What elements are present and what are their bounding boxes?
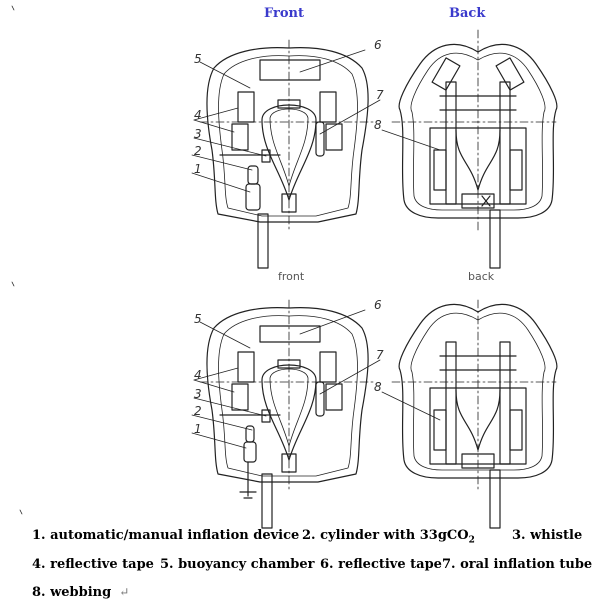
legend-item-1: 1. automatic/manual inflation device	[32, 528, 300, 543]
front-header: Front	[264, 6, 304, 21]
reflective-tape-right-2	[326, 124, 342, 150]
co2-subscript: 2	[468, 535, 475, 546]
legend-item-2	[302, 528, 512, 546]
oral-inflation-tube	[316, 122, 324, 156]
callout-6-top: 6	[374, 38, 382, 52]
callout-7-top: 7	[376, 88, 384, 102]
inflation-device	[246, 184, 260, 210]
legend-row-2	[32, 557, 592, 572]
callout-4-top: 4	[194, 108, 202, 122]
reflective-tape-left-2	[232, 124, 248, 150]
legend-item-8: 8. webbing	[32, 585, 112, 600]
legend-item-4: 4. reflective tape	[32, 557, 154, 572]
legend-item-6: 6. reflective tape	[320, 557, 442, 572]
legend-item-3: 3. whistle	[512, 528, 583, 543]
legend-item-7: 7. oral inflation tube	[442, 557, 593, 572]
callout-2-top: 2	[194, 144, 202, 158]
callout-5-bottom: 5	[194, 312, 202, 326]
reflective-tape-right-1	[320, 92, 336, 122]
callout-2-bottom: 2	[194, 404, 202, 418]
callout-3-top: 3	[194, 127, 202, 141]
callout-1-bottom: 1	[194, 422, 202, 436]
top-back-view	[382, 30, 557, 268]
callout-8-bottom: 8	[374, 380, 382, 394]
legend-item-2-text: 2. cylinder with 33gCO	[302, 528, 469, 543]
callout-5-top: 5	[194, 52, 202, 66]
callout-4-bottom: 4	[194, 368, 202, 382]
callout-6-bottom: 6	[374, 298, 382, 312]
callout-3-bottom: 3	[194, 387, 202, 401]
reflective-tape-left-1	[238, 92, 254, 122]
legend-item-5: 5. buoyancy chamber	[160, 557, 315, 572]
callout-1-top: 1	[194, 162, 202, 176]
callout-7-bottom: 7	[376, 348, 384, 362]
back-view-label: back	[468, 270, 495, 283]
front-view-label: front	[278, 270, 305, 283]
co2-cylinder	[248, 166, 258, 184]
bottom-front-view	[192, 300, 380, 528]
reflective-tape-top	[260, 60, 320, 80]
top-front-view	[192, 40, 380, 268]
legend-row-1	[32, 528, 582, 546]
legend-row-3	[32, 585, 129, 600]
return-mark: ↵	[119, 585, 130, 599]
back-header: Back	[449, 6, 486, 21]
bottom-back-view	[382, 300, 557, 528]
callout-8-top: 8	[374, 118, 382, 132]
